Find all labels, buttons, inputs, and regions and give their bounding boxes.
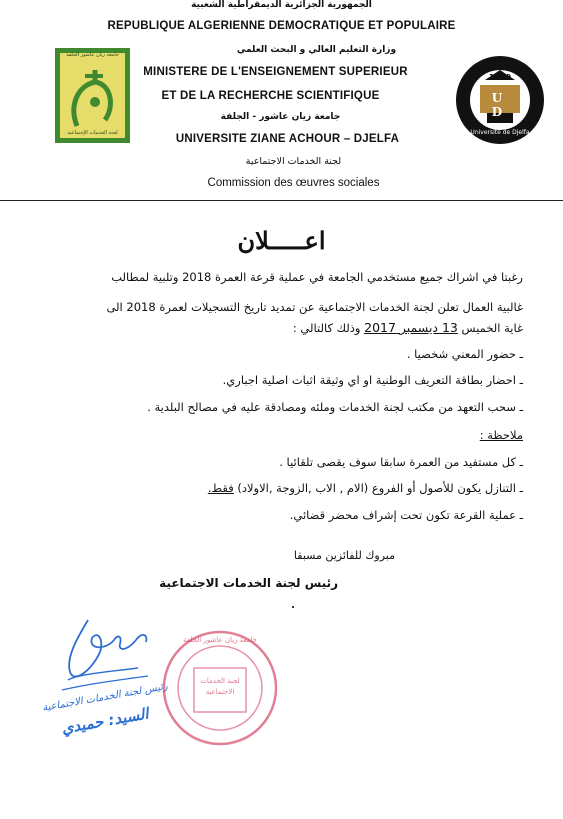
header-fr-university: UNIVERSITE ZIANE ACHOUR – DJELFA [175,133,400,145]
header-fr-ministry-1: MINISTERE DE L'ENSEIGNEMENT SUPERIEUR [143,66,408,78]
dot-mark [292,606,294,608]
note-item: ـ عملية القرعة تكون تحت إشراف محضر قضائي. [289,508,523,522]
note-item: ـ كل مستفيد من العمرة سابقا سوف يقصى تلقائيا . [279,455,523,469]
header-ar-republic: الجمهورية الجزائرية الديمقراطية الشعبية [191,0,372,10]
header-divider [0,200,563,201]
header-fr-republic: REPUBLIQUE ALGERIENNE DEMOCRATIQUE ET POPULAIRE [107,20,456,32]
left-logo-caption-bottom: لجنة الخدمات الإجتماعية [67,130,118,136]
note-item [208,481,523,495]
closing-wish: مبروك للفائزين مسبقا [293,549,395,562]
notice-line-2: غالبية العمال تعلن لجنة الخدمات الاجتماعية عن تمديد تاريخ التسجيلات لعمرة 2018 الى [106,300,523,314]
header-ar-commission: لجنة الخدمات الاجتماعية [245,156,342,167]
seal-ring-text: جامعة زيان عاشور الجلفة [183,636,257,644]
notice-title: اعـــــلان [237,226,326,255]
left-logo-caption-top: جامعة زيان عاشور الجلفة [66,52,119,58]
requirement-item: ـ سحب التعهد من مكتب لجنة الخدمات وملئه ومصادقة عليه في مصالح البلدية . [147,400,523,414]
header-ar-university: جامعة زيان عاشور - الجلفة [220,112,341,122]
notice-deadline-date: 13 ديسمبر 2017 [364,320,458,335]
notice-line-3-pre: غاية الخميس [457,321,523,335]
signatory-title: رئيس لجنة الخدمات الاجتماعية [159,576,338,590]
signature-stamp-line-1: رئيس لجنة الخدمات الاجتماعية [41,681,169,714]
official-seal [160,628,280,748]
header-ar-ministry: وزارة التعليم العالي و البحث العلمي [236,45,397,55]
right-logo-year: 1990 [488,73,512,82]
notice-line-3 [293,320,523,335]
header-fr-commission: Commission des œuvres sociales [207,177,380,189]
right-logo-letters: U D [491,91,509,119]
seal-center-text: لجنة الخدمات الاجتماعية [200,677,240,696]
note-item-text: ـ التنازل يكون للأصول أو الفروع (الام , الاب ,الزوجة ,الاولاد) [233,481,523,495]
signature-stamp-line-2: السيد: حميدي [60,704,150,738]
notice-line-3-post: وذلك كالتالي : [292,321,365,335]
header-fr-ministry-2: ET DE LA RECHERCHE SCIENTIFIQUE [161,90,380,102]
note-item-emphasis: فقط. [207,481,234,495]
requirement-item: ـ حضور المعني شخصيا . [406,347,523,361]
requirement-item: ـ احضار بطاقة التعريف الوطنية او اي وثيقة اثبات اصلية اجباري. [222,373,523,387]
notice-line-1: رغبتا في اشراك جميع مستخدمي الجامعة في عملية قرعة العمرة 2018 وتلبية لمطالب [111,270,523,284]
right-logo-ring-text: Université de Djelfa [470,129,530,136]
note-title: ملاحظة : [479,428,523,442]
